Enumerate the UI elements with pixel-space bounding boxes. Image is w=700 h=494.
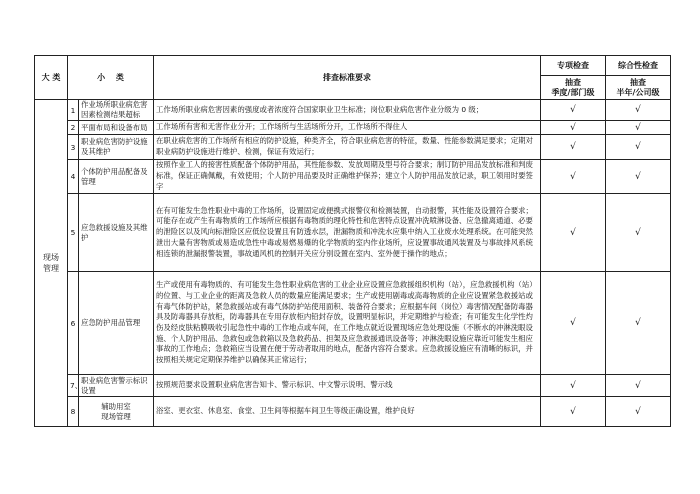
table-row: [35, 100, 671, 121]
subcategory-cell: 应急防护用品管理: [79, 272, 154, 375]
header-comprehensive-sub: 抽查 半年/公司级: [606, 76, 671, 100]
header-requirements: 排查标准要求: [154, 56, 541, 100]
row-number: 6: [68, 272, 79, 375]
header-special-sub: 抽查 季度/部门级: [541, 76, 606, 100]
table-row: [35, 121, 671, 135]
subcategory-cell: 平面布局和设备布局: [79, 121, 154, 135]
row-number: 4: [68, 160, 79, 194]
comprehensive-check-mark: √: [606, 160, 671, 194]
table-row: [35, 375, 671, 397]
table-row: [35, 397, 671, 427]
special-check-mark: √: [541, 121, 606, 135]
special-check-mark: √: [541, 194, 606, 272]
comprehensive-check-mark: √: [606, 121, 671, 135]
requirement-cell: 在有可能发生急性职业中毒的工作场所，设置固定或便携式报警仪和检测装置，自动报警，其性能及设置符合要求；可能存在或产生有毒物质的工作场所应根据有毒物质的理化特性和危害特点设置冲洗喷淋设备、应急撤离通道、必要的泄险区以及风向标泄险区应低位设置且有防透水层，泄漏物质和冲洗水应集中纳入工业废水处理系统。在可能突然泄出大量有害物质或易造成急性中毒或易燃易爆的化学物质的室内作业场所，应设置事故通风装置及与事故排风系统相连锁的泄漏报警装置，事故通风机的控制开关应分别设置在室内、室外便于操作的地点；: [154, 194, 541, 272]
row-number: 7、: [68, 375, 79, 397]
subcategory-cell: 辅助用室 现场管理: [79, 397, 154, 427]
row-number: 1: [68, 100, 79, 121]
table-row: [35, 272, 671, 375]
subcategory-cell: 应急救援设施及其维护: [79, 194, 154, 272]
table-row: [35, 160, 671, 194]
subcategory-cell: 作业场所职业病危害因素检测结果超标: [79, 100, 154, 121]
row-number: 5: [68, 194, 79, 272]
special-check-mark: √: [541, 135, 606, 160]
requirement-cell: 浴室、更衣室、休息室、食堂、卫生间等根据车间卫生等级正确设置，维护良好: [154, 397, 541, 427]
header-comprehensive-check: 综合性检查: [606, 56, 671, 76]
row-number: 8: [68, 397, 79, 427]
comprehensive-check-mark: √: [606, 272, 671, 375]
row-number: 2: [68, 121, 79, 135]
comprehensive-check-mark: √: [606, 100, 671, 121]
comprehensive-check-mark: √: [606, 194, 671, 272]
table-row: [35, 135, 671, 160]
category-cell: 现场 管理: [35, 100, 68, 427]
requirement-cell: 按照作业工人的接害性质配备个体防护用品，其性能参数、发放周期及型号符合要求；制订防护用品发放标准和判废标准，保证正确佩戴，有效使用；个人防护用品要及时正确维护保养；建立个人防护用品发放记录，职工领用时要签字: [154, 160, 541, 194]
requirement-cell: 工作场所职业病危害因素的强度或者浓度符合国家职业卫生标准；岗位职业病危害作业分级为 0 级；: [154, 100, 541, 121]
inspection-table: [34, 55, 671, 427]
special-check-mark: √: [541, 160, 606, 194]
header-category: 大 类: [35, 56, 68, 100]
row-number: 3: [68, 135, 79, 160]
subcategory-cell: 个体防护用品配备及管理: [79, 160, 154, 194]
comprehensive-check-mark: √: [606, 135, 671, 160]
comprehensive-check-mark: √: [606, 375, 671, 397]
special-check-mark: √: [541, 397, 606, 427]
comprehensive-check-mark: √: [606, 397, 671, 427]
header-subcategory: 小 类: [68, 56, 154, 100]
requirement-cell: 在职业病危害的工作场所有相应的防护设施，种类齐全，符合职业病危害的特征，数量、性能参数满足要求；定期对职业病防护设施进行维护、检测，保证有效运行；: [154, 135, 541, 160]
header-special-check: 专项检查: [541, 56, 606, 76]
subcategory-cell: 职业病危害警示标识设置: [79, 375, 154, 397]
table-row: [35, 194, 671, 272]
special-check-mark: √: [541, 272, 606, 375]
special-check-mark: √: [541, 375, 606, 397]
requirement-cell: 按照规范要求设置职业病危害告知卡、警示标识、中文警示说明、警示线: [154, 375, 541, 397]
subcategory-cell: 职业病危害防护设施及其维护: [79, 135, 154, 160]
requirement-cell: 生产或使用有毒物质的、有可能发生急性职业病危害的工业企业应设置应急救援组织机构（站），应急救援机构（站）的位置、与工业企业的距离及急救人员的数量应能满足要求；生产或使用剧毒或高毒物质的企业应设置紧急救援站或有毒气体防护站，紧急救援站或有毒气体防护站使用面积、装备符合要求；应根据车间（岗位）毒害情况配备防毒器具及防毒器具存放柜，防毒器具在专用存放柜内铅封存放，设置明显标识，并定期维护与检查；有可能发生化学性灼伤及经皮肤粘膜吸收引起急性中毒的工作地点或车间，在工作地点就近设置现场应急处理设施（不断水的冲淋洗眼设施、个人防护用品、急救包或急救箱以及急救药品、担架及应急救援通讯设备等；冲淋洗眼设施应靠近可能发生相应事故的工作地点；急救箱应当设置在便于劳动者取用的地点，配备内容符合要求。应急救援设施应有清晰的标识，并按照相关规定定期保养维护以确保其正常运行；: [154, 272, 541, 375]
requirement-cell: 工作场所有害和无害作业分开；工作场所与生活场所分开，工作场所不得住人: [154, 121, 541, 135]
special-check-mark: √: [541, 100, 606, 121]
